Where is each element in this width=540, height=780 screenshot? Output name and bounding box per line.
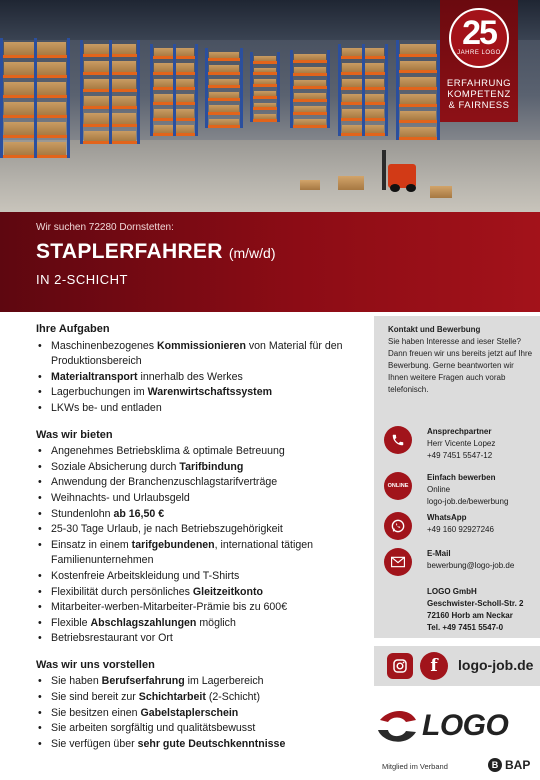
list-item-text: Stundenlohn: [51, 507, 114, 520]
rack-section: [250, 52, 280, 122]
list-item: [36, 569, 361, 585]
list-item: [36, 339, 361, 370]
bap-mark-icon: B: [488, 758, 502, 772]
hero-image: [0, 0, 540, 212]
profile-heading: Was wir uns vorstellen: [36, 658, 155, 671]
list-item-bold: Tarifbindung: [179, 460, 244, 473]
website-link[interactable]: logo-job.de: [458, 657, 534, 673]
contact-whatsapp-label: WhatsApp: [427, 513, 467, 522]
whatsapp-icon: [384, 512, 412, 540]
list-item-text: Kostenfreie Arbeitskleidung und T-Shirts: [51, 569, 240, 582]
list-item-text: Einsatz in einem: [51, 538, 132, 551]
anniversary-subline: JAHRE LOGO: [457, 50, 501, 56]
forklift-illustration: [380, 150, 420, 192]
logo-wordmark: LOGO: [422, 709, 509, 742]
list-item: [36, 444, 361, 460]
list-item: [36, 737, 361, 753]
hero-floor: [0, 140, 540, 212]
floor-pallet: [338, 176, 364, 190]
list-item: [36, 585, 361, 601]
online-apply-icon: [384, 472, 412, 500]
badge-word: ERFAHRUNG: [446, 78, 512, 89]
rack-section: [205, 48, 243, 128]
contact-email-text: [427, 548, 537, 572]
list-item-text: Sie besitzen einen: [51, 706, 141, 719]
list-item: [36, 600, 361, 616]
rack-section: [0, 38, 70, 158]
email-icon: [384, 548, 412, 576]
email-address[interactable]: bewerbung@logo-job.de: [427, 561, 515, 570]
title-band: [0, 212, 540, 312]
contact-person: Herr Vicente Lopez: [427, 439, 496, 448]
list-item-text: Maschinenbezogenes: [51, 339, 158, 352]
contact-phone-number[interactable]: +49 7451 5547-12: [427, 451, 493, 460]
list-item-bold: Gabelstaplerschein: [140, 706, 239, 719]
job-title-text: STAPLERFAHRER: [36, 240, 223, 263]
facebook-icon[interactable]: f: [420, 652, 448, 680]
list-item-text: Flexible: [51, 616, 91, 629]
bap-logo: [488, 758, 530, 772]
tasks-list: [36, 339, 361, 417]
list-item: [36, 721, 361, 737]
online-icon-text: ONLINE: [387, 482, 409, 489]
contact-text: Sie haben Interesse and ieser Stelle? Dann freuen wir uns bereits jetzt auf Ihre Bewerbung. Gerne beantworten wir Ihnen weitere Fragen auch vorab telefonisch.: [388, 337, 533, 394]
list-item-text: Weihnachts- und Urlaubsgeld: [51, 491, 190, 504]
list-item: [36, 522, 361, 538]
list-item-text: von Material für den Produktionsbereich: [51, 339, 343, 368]
company-address: [427, 586, 523, 634]
list-item: [36, 674, 361, 690]
instagram-icon[interactable]: [387, 653, 413, 679]
list-item: [36, 507, 361, 523]
contact-intro: [388, 324, 534, 396]
contact-phone-text: [427, 426, 537, 462]
contact-whatsapp-text: [427, 512, 537, 536]
list-item-text: Sie verfügen über: [51, 737, 138, 750]
anniversary-number: 25: [462, 14, 496, 52]
phone-icon: [384, 426, 412, 454]
list-item-text: Betriebsrestaurant vor Ort: [51, 632, 173, 645]
rack-section: [396, 40, 440, 140]
social-links: [374, 646, 540, 686]
anniversary-words: [440, 78, 518, 111]
list-item: [36, 706, 361, 722]
list-item: [36, 460, 361, 476]
list-item-bold: ab 16,50 €: [113, 507, 165, 520]
list-item-bold: Warenwirtschaftssystem: [147, 386, 273, 399]
badge-word: & FAIRNESS: [448, 100, 510, 111]
job-description: [36, 322, 361, 763]
contact-heading: Kontakt und Bewerbung: [388, 325, 481, 334]
contact-online-label: Einfach bewerben: [427, 473, 496, 482]
list-item-bold: Gleitzeitkonto: [192, 585, 263, 598]
whatsapp-number[interactable]: +49 160 92927246: [427, 525, 494, 534]
apply-link[interactable]: logo-job.de/bewerbung: [427, 497, 509, 506]
tasks-heading: Ihre Aufgaben: [36, 323, 110, 335]
offer-heading: Was wir bieten: [36, 428, 113, 441]
rack-section: [290, 50, 330, 128]
list-item-text: Sie haben: [51, 675, 102, 688]
company-logo: [374, 706, 540, 752]
list-item-text: Soziale Absicherung durch: [51, 460, 180, 473]
rack-section: [338, 44, 388, 136]
list-item-bold: Berufserfahrung: [101, 675, 185, 688]
badge-word: KOMPETENZ: [447, 89, 511, 100]
list-item: [36, 385, 361, 401]
job-location-intro: Wir suchen 72280 Dornstetten:: [36, 222, 174, 233]
job-title: [36, 240, 276, 264]
list-item-text: Mitarbeiter-werben-Mitarbeiter-Prämie bis zu 600€: [51, 601, 288, 614]
list-item-bold: sehr gute Deutschkenntnisse: [137, 737, 286, 750]
contact-online-line: Online: [427, 485, 451, 494]
job-title-gender: (m/w/d): [228, 245, 276, 261]
offer-list: [36, 444, 361, 647]
list-item: [36, 401, 361, 417]
rack-section: [150, 44, 198, 136]
list-item-text: Sie sind bereit zur: [51, 691, 139, 704]
list-item-text: Anwendung der Branchenzuschlagstarifverträge: [51, 476, 278, 489]
address-line: Tel. +49 7451 5547-0: [427, 623, 504, 632]
list-item: [36, 538, 361, 569]
list-item: [36, 370, 361, 386]
contact-online-text: [427, 472, 537, 508]
list-item-text: Flexibilität durch persönliches: [51, 585, 193, 598]
rack-section: [80, 40, 140, 144]
address-line: 72160 Horb am Neckar: [427, 611, 513, 620]
contact-email-label: E-Mail: [427, 549, 451, 558]
list-item-text: LKWs be- und entladen: [51, 401, 162, 414]
anniversary-badge: [440, 0, 518, 122]
list-item-bold: Abschlagszahlungen: [90, 616, 197, 629]
list-item-text: Angenehmes Betriebsklima & optimale Betreuung: [51, 445, 285, 458]
list-item-text: innerhalb des Werkes: [137, 370, 243, 383]
job-shift: IN 2-SCHICHT: [36, 272, 128, 287]
list-item-text: , international tätigen Familienunternehmen: [51, 538, 314, 567]
list-item-text: Sie arbeiten sorgfältig und qualitätsbewusst: [51, 722, 256, 735]
list-item-bold: tarifgebundenen: [131, 538, 215, 551]
logo-mark-icon: [376, 710, 418, 746]
contact-phone-label: Ansprechpartner: [427, 427, 492, 436]
list-item-bold: Schichtarbeit: [138, 691, 206, 704]
profile-list: [36, 674, 361, 752]
address-line: LOGO GmbH: [427, 587, 477, 596]
floor-pallet: [300, 180, 320, 190]
list-item-bold: Materialtransport: [51, 370, 138, 383]
list-item-text: (2-Schicht): [205, 691, 261, 704]
list-item-text: 25-30 Tage Urlaub, je nach Betriebszugehörigkeit: [51, 523, 283, 536]
address-line: Geschwister-Scholl-Str. 2: [427, 599, 524, 608]
list-item: [36, 475, 361, 491]
bap-text: BAP: [505, 758, 531, 772]
floor-pallet: [430, 186, 452, 198]
list-item: [36, 616, 361, 632]
list-item-text: Lagerbuchungen im: [51, 386, 148, 399]
membership-note: Mitglied im Verband: [382, 762, 448, 771]
list-item-text: im Lagerbereich: [184, 675, 264, 688]
list-item-bold: Kommissionieren: [157, 339, 246, 352]
list-item-text: möglich: [196, 616, 236, 629]
list-item: [36, 491, 361, 507]
list-item: [36, 690, 361, 706]
list-item: [36, 631, 361, 647]
contact-panel: [374, 316, 540, 638]
